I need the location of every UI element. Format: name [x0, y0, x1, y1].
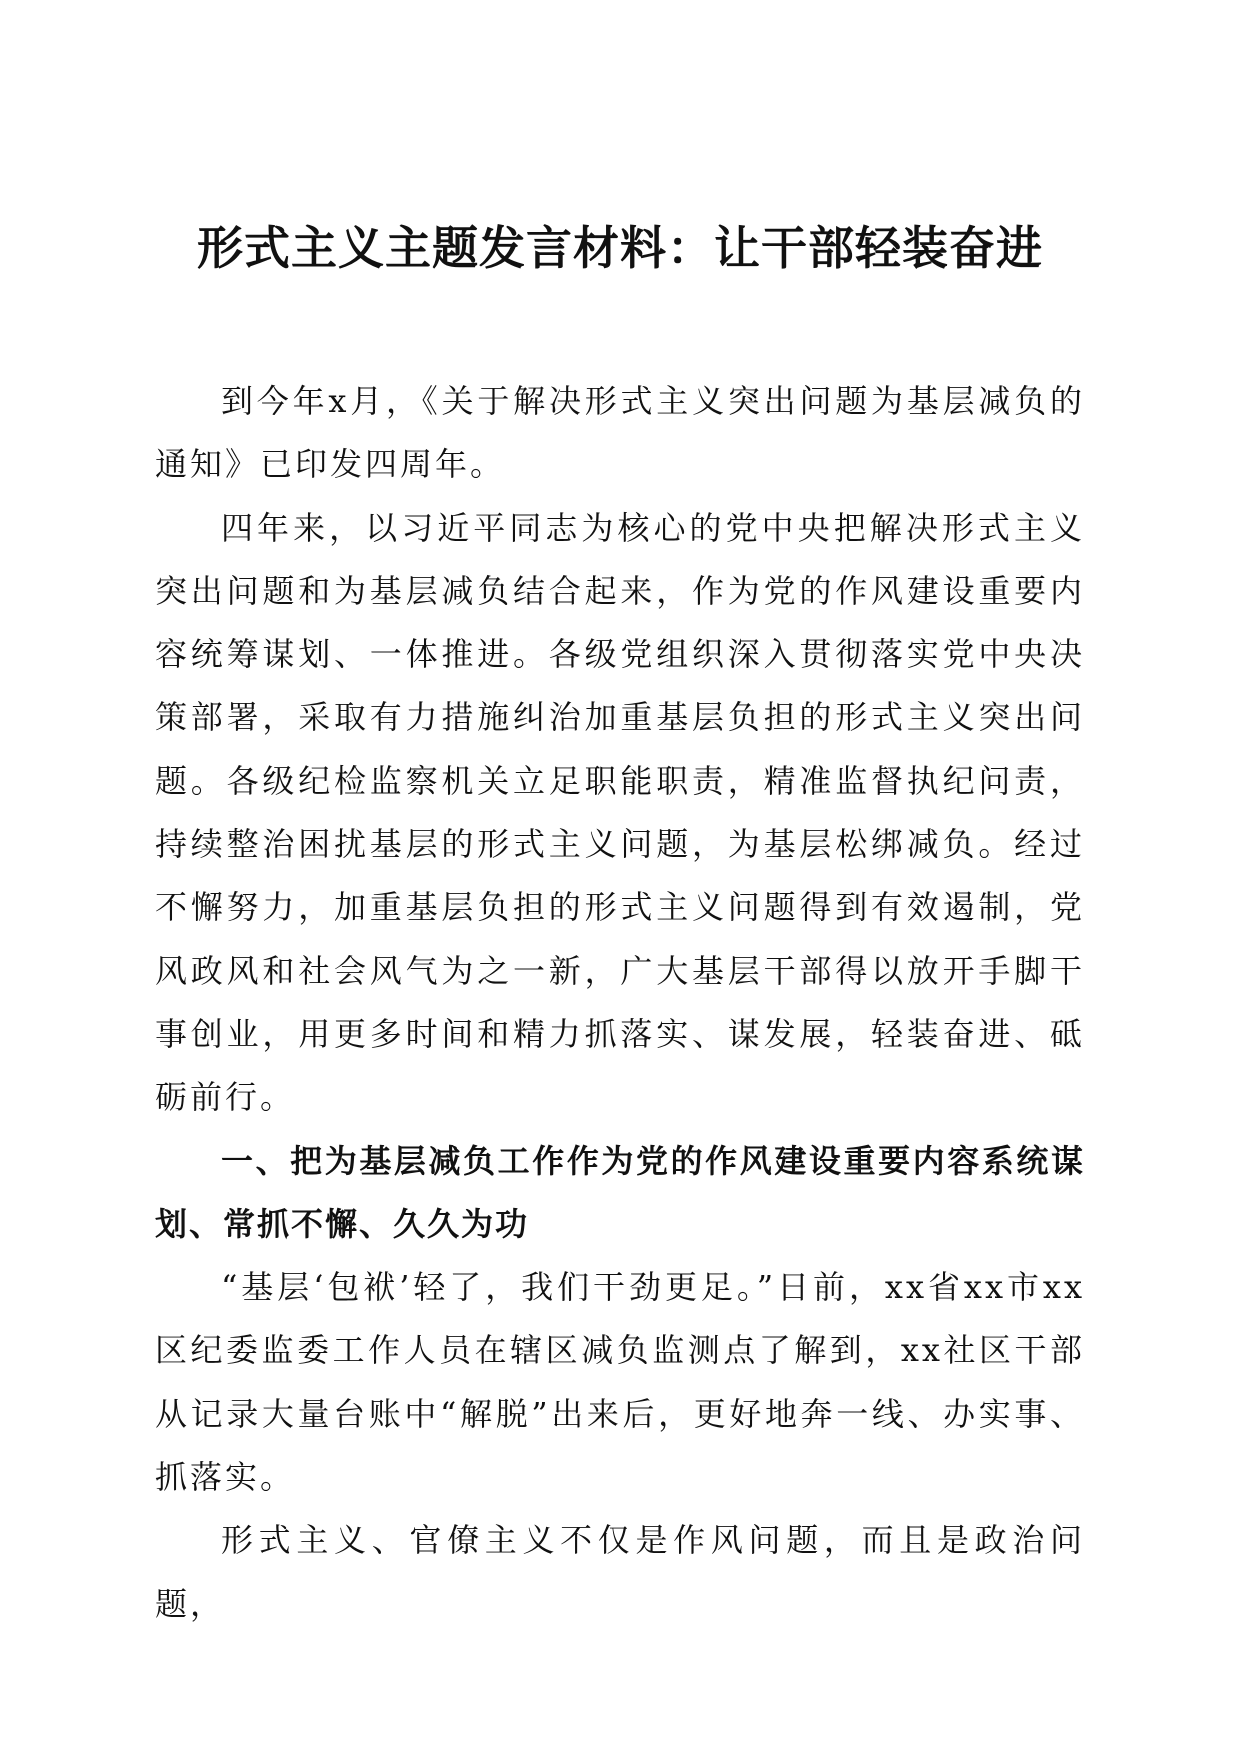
paragraph-intro: 到今年x月，《关于解决形式主义突出问题为基层减负的通知》已印发四周年。 [155, 382, 1085, 484]
section-heading-1: 一、把为基层减负工作作为党的作风建设重要内容系统谋划、常抓不懈、久久为功 [155, 1141, 1085, 1243]
document-title: 形式主义主题发言材料：让干部轻装奋进 [197, 221, 1043, 275]
paragraph-quote: “基层‘包袱’轻了，我们干劲更足。”日前，xx省xx市xx区纪委监委工作人员在辖区减负监测点了解到，xx社区干部从记录大量台账中“解脱”出来后，更好地奔一线、办实事、抓落实。 [155, 1268, 1085, 1497]
paragraph-continued: 形式主义、官僚主义不仅是作风问题，而且是政治问题， [155, 1521, 1085, 1623]
paragraph-four-years: 四年来，以习近平同志为核心的党中央把解决形式主义突出问题和为基层减负结合起来，作为党的作风建设重要内容统筹谋划、一体推进。各级党组织深入贯彻落实党中央决策部署，采取有力措施纠治加重基层负担的形式主义突出问题。各级纪检监察机关立足职能职责，精准监督执纪问责，持续整治困扰基层的形式主义问题，为基层松绑减负。经过不懈努力，加重基层负担的形式主义问题得到有效遏制，党风政风和社会风气为之一新，广大基层干部得以放开手脚干事创业，用更多时间和精力抓落实、谋发展，轻装奋进、砥砺前行。 [155, 508, 1085, 1117]
document-body [155, 370, 1085, 1636]
